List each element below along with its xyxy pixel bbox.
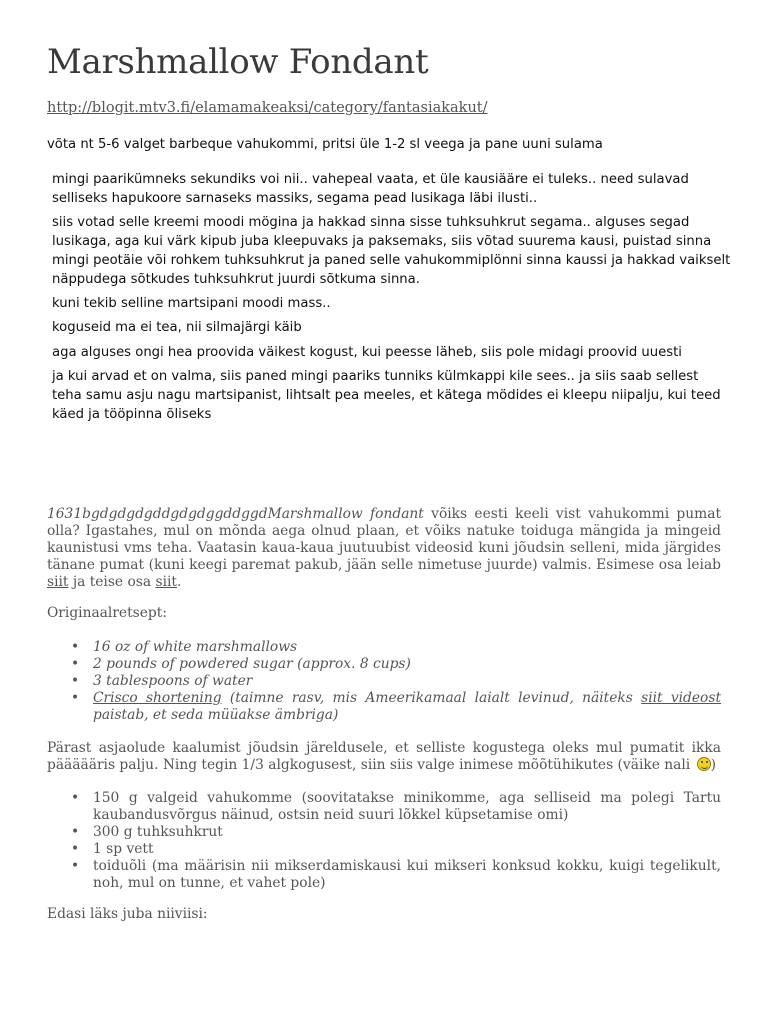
- lead-text: võiks eesti keeli vist vahukommi pumat olla? Igastahes, mul on mõnda aega olnud plaan, et võiks natuke toiduga mängida ja mingeid kaunistusi vms teha. Vaatasin kaua-kaua juutuubist videosid kuni jõudsin selleni, mida järgides tänane pumat (kuni keegi paremat pakub, jään selle nimetuse juurde) valmis. Esimese osa leiab: [47, 506, 721, 573]
- step-paragraph: koguseid ma ei tea, nii silmajärgi käib: [52, 320, 302, 335]
- list-item: • toiduõli (ma määrisin nii mikserdamiskausi kui mikseri konksud kokku, kuigi tegelikult, noh, mul on tunne, et vahet pole): [93, 858, 721, 892]
- video-link[interactable]: siit videost: [641, 690, 721, 706]
- crisco-text: (taimne rasv, mis Ameerikamaal laialt levinud, näiteks: [221, 690, 642, 706]
- own-ingredients-list: [47, 790, 721, 892]
- list-item: • 150 g valgeid vahukomme (soovitatakse minikomme, aga selliseid ma polegi Tartu kaubandusvõrgus näinud, ostsin neid suuri lõkkel küpsetamise omi): [93, 790, 721, 824]
- lead-mid: ja teise osa: [68, 574, 156, 590]
- step-paragraph: kuni tekib selline martsipani moodi mass..: [52, 296, 331, 311]
- list-item: • 16 oz of white marshmallows: [93, 639, 721, 656]
- list-item: [93, 690, 721, 724]
- list-item: • 1 sp vett: [93, 841, 721, 858]
- page-title: Marshmallow Fondant: [47, 42, 429, 82]
- conclusion-paragraph: [47, 740, 721, 774]
- list-item: • 300 g tuhksuhkrut: [93, 824, 721, 841]
- closing-line: Edasi läks juba niiviisi:: [47, 906, 208, 922]
- conclusion-end: ): [710, 757, 716, 773]
- intro-text: võta nt 5-6 valget barbeque vahukommi, pritsi üle 1-2 sl veega ja pane uuni sulama: [47, 137, 603, 152]
- conclusion-text: Pärast asjaolude kaalumist jõudsin järeldusele, et selliste kogustega oleks mul pumatit ikka päääääris palju. Ning tegin 1/3 algkogusest, siin siis valge inimese mõõtühikutes (väike nali: [47, 740, 721, 773]
- source-link[interactable]: http://blogit.mtv3.fi/elamamakeaksi/category/fantasiakakut/: [47, 100, 488, 116]
- laughing-smiley-icon: [697, 757, 711, 771]
- lead-italic: 1631bgdgdgdgddgdgdggddggdMarshmallow fondant: [47, 506, 424, 522]
- list-item: • 2 pounds of powdered sugar (approx. 8 cups): [93, 656, 721, 673]
- part2-link[interactable]: siit: [155, 574, 177, 590]
- step-paragraph: ja kui arvad et on valma, siis paned mingi paariks tunniks külmkappi kile sees.. ja siis saab sellest teha samu asju nagu martsipanist, lihtsalt pea meeles, et kätega mödides ei kleepu niipalju, kui teed käed ja tööpinna õliseks: [52, 369, 721, 422]
- original-recipe-heading: Originaalretsept:: [47, 605, 167, 621]
- step-paragraph: aga alguses ongi hea proovida väikest kogust, kui peesse läheb, siis pole midagi proovid uuesti: [52, 345, 682, 360]
- part1-link[interactable]: siit: [47, 574, 69, 590]
- crisco-link[interactable]: Crisco shortening: [93, 690, 222, 706]
- lead-end: .: [176, 574, 182, 590]
- original-ingredients-list: [47, 639, 721, 724]
- blog-intro-paragraph: [47, 506, 721, 591]
- step-paragraph: mingi paarikümneks sekundiks voi nii.. vahepeal vaata, et üle kausiääre ei tuleks.. need sulavad selliseks hapukoore sarnaseks massiks, segama pead lusikaga läbi ilusti..: [52, 172, 689, 206]
- step-paragraph: siis votad selle kreemi moodi mögina ja hakkad sinna sisse tuhksuhkrut segama.. alguses segad lusikaga, aga kui värk kipub juba kleepuvaks ja paksemaks, siis võtad suurema kausi, puistad sinna mingi peotäie või rohkem tuhksuhkrut ja paned selle vahukommiplönni sinna kaussi ja hakkad vaikselt näppudega sõtkudes tuhksuhkrut juurdi sõtkuma sinna.: [52, 215, 731, 287]
- crisco-text-end: paistab, et seda müüakse ämbriga): [93, 707, 339, 723]
- list-item: • 3 tablespoons of water: [93, 673, 721, 690]
